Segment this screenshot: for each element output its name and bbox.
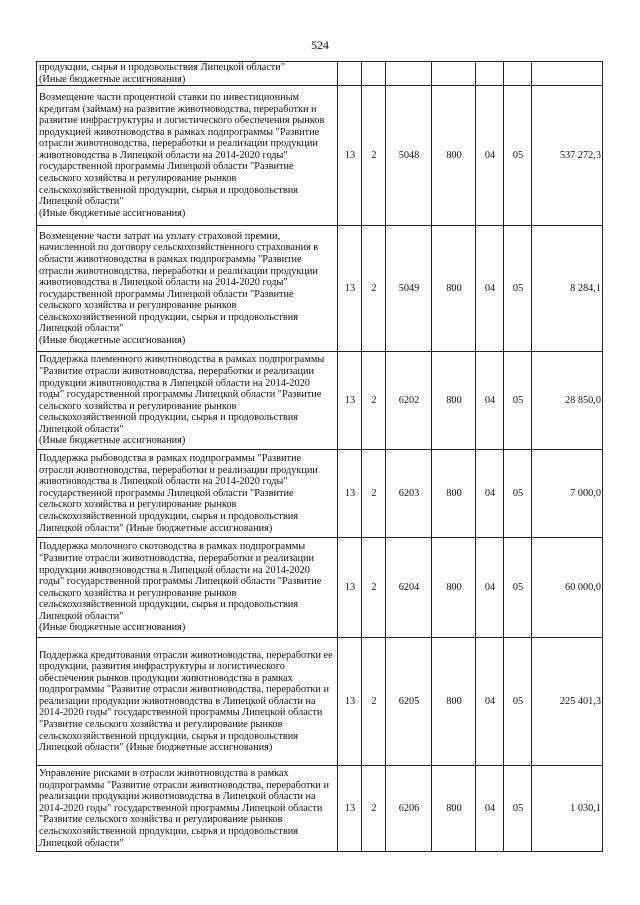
budget-table <box>36 61 603 852</box>
amount-cell <box>532 62 603 86</box>
subsection-cell: 05 <box>504 638 532 766</box>
subsection-cell: 05 <box>504 766 532 852</box>
table-row <box>37 538 603 638</box>
program-code-cell: 13 <box>338 538 362 638</box>
subprogram-code-cell: 2 <box>362 86 386 226</box>
subsection-cell: 05 <box>504 538 532 638</box>
section-cell: 04 <box>476 638 504 766</box>
direction-code-cell: 5049 <box>386 226 432 352</box>
subprogram-code-cell: 2 <box>362 766 386 852</box>
program-code-cell: 13 <box>338 352 362 450</box>
amount-cell: 1 030,1 <box>532 766 603 852</box>
program-code-cell: 13 <box>338 226 362 352</box>
row-description: Поддержка молочного скотоводства в рамках подпрограммы "Развитие отрасли животноводства, переработки и реализации продукции животноводства в Липецкой области на 2014-2020 годы" государственной программы Липецкой области "Развитие сельского хозяйства и регулирование рынков сельскохозяйственной продукции, сырья и продовольствия Липецкой области" (Иные бюджетные ассигнования) <box>37 538 338 638</box>
direction-code-cell: 6204 <box>386 538 432 638</box>
subprogram-code-cell: 2 <box>362 226 386 352</box>
row-description: Поддержка кредитования отрасли животноводства, переработки ее продукции, развития инфраструктуры и логистического обеспечения рынков продукции животноводства в рамках подпрограммы "Развитие отрасли животноводства, переработки и реализации продукции животноводства в Липецкой области на 2014-2020 годы" государственной программы Липецкой области "Развитие сельского хозяйства и регулирование рынков сельскохозяйственной продукции, сырья и продовольствия Липецкой области" (Иные бюджетные ассигнования) <box>37 638 338 766</box>
amount-cell: 225 401,3 <box>532 638 603 766</box>
subsection-cell: 05 <box>504 450 532 538</box>
table-row <box>37 352 603 450</box>
subsection-cell: 05 <box>504 352 532 450</box>
program-code-cell: 13 <box>338 450 362 538</box>
table-row <box>37 638 603 766</box>
amount-cell: 28 850,0 <box>532 352 603 450</box>
subprogram-code-cell: 2 <box>362 538 386 638</box>
table-row <box>37 450 603 538</box>
amount-cell: 537 272,3 <box>532 86 603 226</box>
expense-type-cell: 800 <box>432 226 476 352</box>
direction-code-cell: 5048 <box>386 86 432 226</box>
direction-code-cell: 6206 <box>386 766 432 852</box>
expense-type-cell: 800 <box>432 352 476 450</box>
amount-cell: 7 000,0 <box>532 450 603 538</box>
row-description: Управление рисками в отрасли животноводства в рамках подпрограммы "Развитие отрасли животноводства, переработки и реализации продукции животноводства в Липецкой области на 2014-2020 годы" государственной программы Липецкой области "Развитие сельского хозяйства и регулирование рынков сельскохозяйственной продукции, сырья и продовольствия Липецкой области" <box>37 766 338 852</box>
row-description: Возмещение части затрат на уплату страховой премии, начисленной по договору сельскохозяйственного страхования в области животноводства в рамках подпрограммы "Развитие отрасли животноводства, переработки и реализации продукции животноводства в Липецкой области на 2014-2020 годы" государственной программы Липецкой области "Развитие сельского хозяйства и регулирование рынков сельскохозяйственной продукции, сырья и продовольствия Липецкой области" (Иные бюджетные ассигнования) <box>37 226 338 352</box>
expense-type-cell: 800 <box>432 638 476 766</box>
program-code-cell <box>338 62 362 86</box>
expense-type-cell <box>432 62 476 86</box>
direction-code-cell: 6205 <box>386 638 432 766</box>
section-cell: 04 <box>476 352 504 450</box>
subsection-cell <box>504 62 532 86</box>
table-row <box>37 766 603 852</box>
subprogram-code-cell: 2 <box>362 638 386 766</box>
table-row <box>37 226 603 352</box>
subprogram-code-cell <box>362 62 386 86</box>
table-row <box>37 86 603 226</box>
expense-type-cell: 800 <box>432 766 476 852</box>
row-description: продукции, сырья и продовольствия Липецкой области" (Иные бюджетные ассигнования) <box>37 62 338 86</box>
table-row <box>37 62 603 86</box>
program-code-cell: 13 <box>338 86 362 226</box>
section-cell: 04 <box>476 538 504 638</box>
amount-cell: 60 000,0 <box>532 538 603 638</box>
row-description: Поддержка рыбоводства в рамках подпрограммы "Развитие отрасли животноводства, переработки и реализации продукции животноводства в Липецкой области на 2014-2020 годы" государственной программы Липецкой области "Развитие сельского хозяйства и регулирование рынков сельскохозяйственной продукции, сырья и продовольствия Липецкой области" (Иные бюджетные ассигнования) <box>37 450 338 538</box>
row-description: Поддержка племенного животноводства в рамках подпрограммы "Развитие отрасли животноводства, переработки и реализации продукции животноводства в Липецкой области на 2014-2020 годы" государственной программы Липецкой области "Развитие сельского хозяйства и регулирование рынков сельскохозяйственной продукции, сырья и продовольствия Липецкой области" (Иные бюджетные ассигнования) <box>37 352 338 450</box>
subsection-cell: 05 <box>504 226 532 352</box>
section-cell: 04 <box>476 450 504 538</box>
expense-type-cell: 800 <box>432 450 476 538</box>
row-description: Возмещение части процентной ставки по инвестиционным кредитам (займам) на развитие животноводства, переработки и развитие инфраструктуры и логистического обеспечения рынков продукцией животноводства в рамках подпрограммы "Развитие отрасли животноводства, переработки и реализации продукции животноводства в Липецкой области на 2014-2020 годы" государственной программы Липецкой области "Развитие сельского хозяйства и регулирование рынков сельскохозяйственной продукции, сырья и продовольствия Липецкой области" (Иные бюджетные ассигнования) <box>37 86 338 226</box>
section-cell <box>476 62 504 86</box>
section-cell: 04 <box>476 766 504 852</box>
amount-cell: 8 284,1 <box>532 226 603 352</box>
subsection-cell: 05 <box>504 86 532 226</box>
subprogram-code-cell: 2 <box>362 352 386 450</box>
expense-type-cell: 800 <box>432 538 476 638</box>
expense-type-cell: 800 <box>432 86 476 226</box>
direction-code-cell: 6202 <box>386 352 432 450</box>
program-code-cell: 13 <box>338 638 362 766</box>
program-code-cell: 13 <box>338 766 362 852</box>
subprogram-code-cell: 2 <box>362 450 386 538</box>
section-cell: 04 <box>476 86 504 226</box>
page-number: 524 <box>311 38 329 52</box>
direction-code-cell: 6203 <box>386 450 432 538</box>
direction-code-cell <box>386 62 432 86</box>
section-cell: 04 <box>476 226 504 352</box>
